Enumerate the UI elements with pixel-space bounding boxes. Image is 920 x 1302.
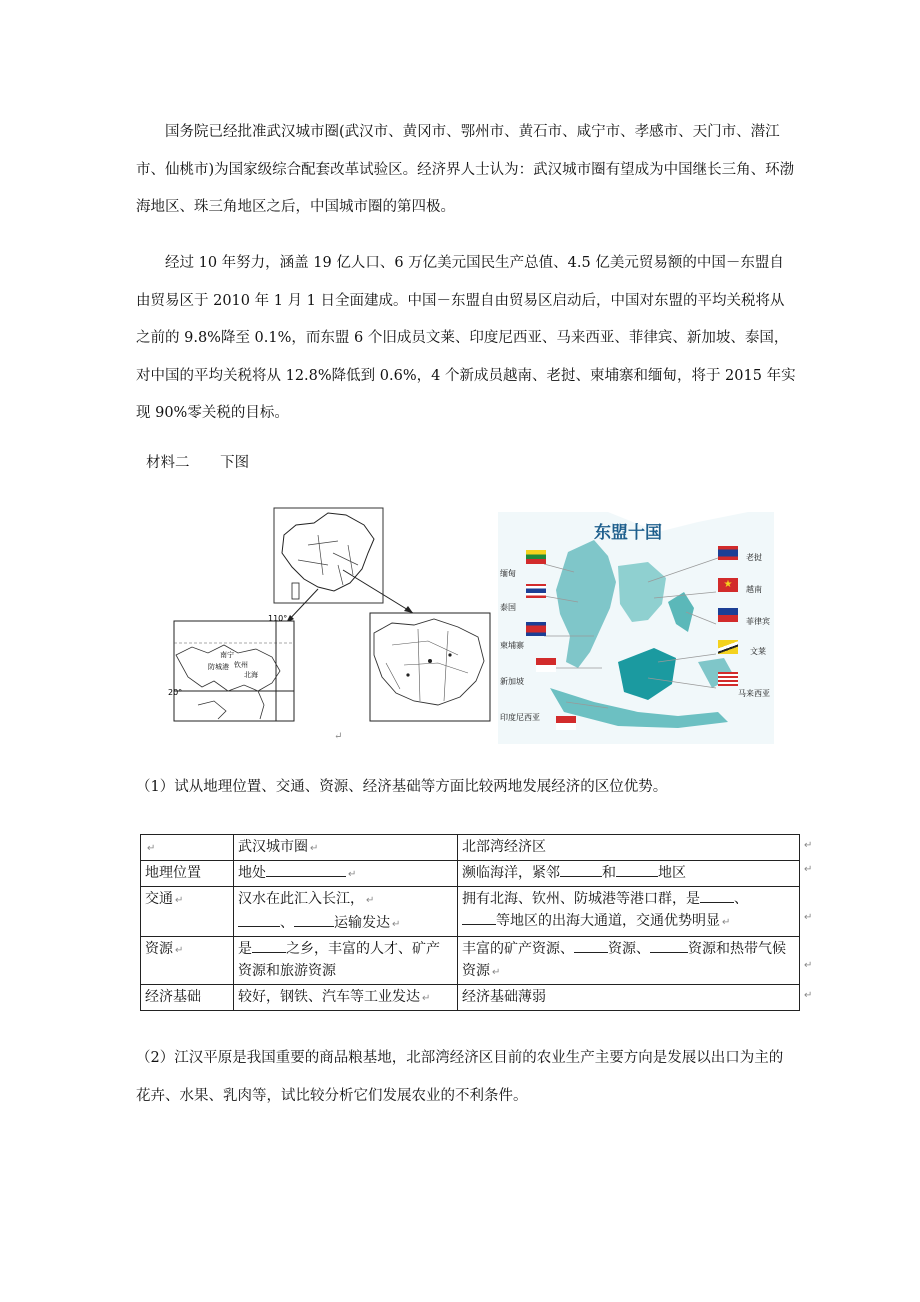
- blank-field[interactable]: [616, 862, 658, 877]
- blank-field[interactable]: [700, 888, 734, 903]
- row-mark: ↵: [804, 912, 813, 923]
- table-row: [141, 861, 800, 887]
- cell-beibu-resources: 丰富的矿产资源、 资源、 资源和热带气候资源 ↵: [458, 937, 800, 985]
- label-malaysia: 马来西亚: [738, 689, 770, 698]
- paragraph-2: [136, 245, 796, 433]
- cell-wuhan-location: 地处 ↵: [234, 861, 458, 887]
- china-region-maps: [168, 505, 498, 745]
- row-label-economy: 经济基础: [141, 985, 234, 1011]
- header-wuhan: 武汉城市圈 ↵: [234, 835, 458, 861]
- thailand-flag-icon: [526, 584, 546, 598]
- label-brunei: 文莱: [750, 647, 766, 656]
- material-2-label: 材料二: [146, 455, 190, 471]
- return-mark: ↵: [334, 731, 343, 742]
- question-2: （2）江汉平原是我国重要的商品粮基地，北部湾经济区目前的农业生产主要方向是发展以出口为主的花卉、水果、乳肉等，试比较分析它们发展农业的不利条件。: [136, 1050, 784, 1104]
- material-2-heading: [146, 451, 275, 472]
- row-mark: ↵: [804, 864, 813, 875]
- brunei-flag-icon: [718, 640, 738, 654]
- row-mark: ↵: [804, 840, 813, 851]
- lat-label: 20°: [168, 688, 183, 697]
- blank-field[interactable]: [238, 912, 280, 927]
- blank-field[interactable]: [574, 938, 608, 953]
- comparison-table: [140, 834, 800, 1011]
- row-mark: ↵: [804, 960, 813, 971]
- label-thailand: 泰国: [500, 603, 516, 612]
- city-fangchenggang: 防城港: [208, 663, 229, 671]
- label-indonesia: 印度尼西亚: [500, 713, 540, 722]
- cell-beibu-economy: 经济基础薄弱: [458, 985, 800, 1011]
- material-2-text: 下图: [220, 455, 250, 471]
- table-row: [141, 937, 800, 985]
- city-nanning: 南宁: [220, 651, 234, 659]
- label-philippines: 菲律宾: [746, 617, 770, 626]
- blank-field[interactable]: [560, 862, 602, 877]
- paragraph-1-text: 国务院已经批准武汉城市圈(武汉市、黄冈市、鄂州市、黄石市、咸宁市、孝感市、天门市、潜江市、仙桃市)为国家级综合配套改革试验区。经济界人士认为：武汉城市圈有望成为中国继长三角、环渤海地区、珠三角地区之后，中国城市圈的第四极。: [136, 124, 795, 215]
- blank-field[interactable]: [266, 862, 346, 877]
- paragraph-1: [136, 114, 796, 227]
- table-corner-cell: ↵: [141, 835, 234, 861]
- blank-field[interactable]: [650, 938, 688, 953]
- table-row: [141, 985, 800, 1011]
- asean-map-title: 东盟十国: [594, 523, 662, 543]
- south-sea-inset: [292, 583, 299, 599]
- blank-field[interactable]: [462, 910, 496, 925]
- malaysia-flag-icon: [718, 672, 738, 686]
- cell-beibu-transport: 拥有北海、钦州、防城港等港口群，是 、 等地区的出海大通道，交通优势明显 ↵: [458, 887, 800, 937]
- label-vietnam: 越南: [746, 585, 762, 594]
- philippines-flag-icon: [718, 608, 738, 622]
- question-1: （1）试从地理位置、交通、资源、经济基础等方面比较两地发展经济的区位优势。: [136, 779, 668, 795]
- blank-field[interactable]: [294, 912, 334, 927]
- city-beihai: 北海: [244, 671, 258, 679]
- row-label-resources: 资源 ↵: [141, 937, 234, 985]
- cambodia-flag-icon: [526, 622, 546, 636]
- cell-beibu-location: 濒临海洋，紧邻 和 地区: [458, 861, 800, 887]
- label-myanmar: 缅甸: [500, 569, 516, 578]
- myanmar-flag-icon: [526, 550, 546, 564]
- label-laos: 老挝: [746, 553, 762, 562]
- cell-wuhan-transport: 汉水在此汇入长江， ↵ 、 运输发达 ↵: [234, 887, 458, 937]
- label-singapore: 新加坡: [500, 677, 524, 686]
- table-header-row: [141, 835, 800, 861]
- row-mark: ↵: [804, 990, 813, 1001]
- table-row: [141, 887, 800, 937]
- paragraph-2-text: 经过 10 年努力，涵盖 19 亿人口、6 万亿美元国民生产总值、4.5 亿美元贸易额的中国－东盟自由贸易区于 2010 年 1 月 1 日全面建成。中国－东盟自由贸易区启动后，中国对东盟的平均关税将从之前的 9.8%降至 0.1%，而东盟 6 个旧成员文莱、印度尼西亚、马来西亚、菲律宾、新加坡、泰国，对中国的平均关税将从 12.8%降低到 0.6%，4 个新成员越南、老挝、柬埔寨和缅甸，将于 2015 年实现 90%零关税的目标。: [136, 255, 796, 421]
- indonesia-flag-icon: [556, 716, 576, 730]
- cell-wuhan-resources: 是 之乡，丰富的人才、矿产资源和旅游资源: [234, 937, 458, 985]
- header-beibu: 北部湾经济区: [458, 835, 800, 861]
- laos-flag-icon: [718, 546, 738, 560]
- cell-wuhan-economy: 较好，钢铁、汽车等工业发达 ↵: [234, 985, 458, 1011]
- vietnam-flag-icon: ★: [718, 578, 738, 592]
- blank-field[interactable]: [252, 938, 286, 953]
- singapore-flag-icon: [536, 658, 556, 672]
- city-qinzhou: 钦州: [234, 661, 248, 669]
- label-cambodia: 柬埔寨: [500, 641, 524, 650]
- lon-label: 110°: [268, 614, 288, 623]
- row-label-location: 地理位置: [141, 861, 234, 887]
- asean-map: [498, 512, 774, 744]
- row-label-transport: 交通 ↵: [141, 887, 234, 937]
